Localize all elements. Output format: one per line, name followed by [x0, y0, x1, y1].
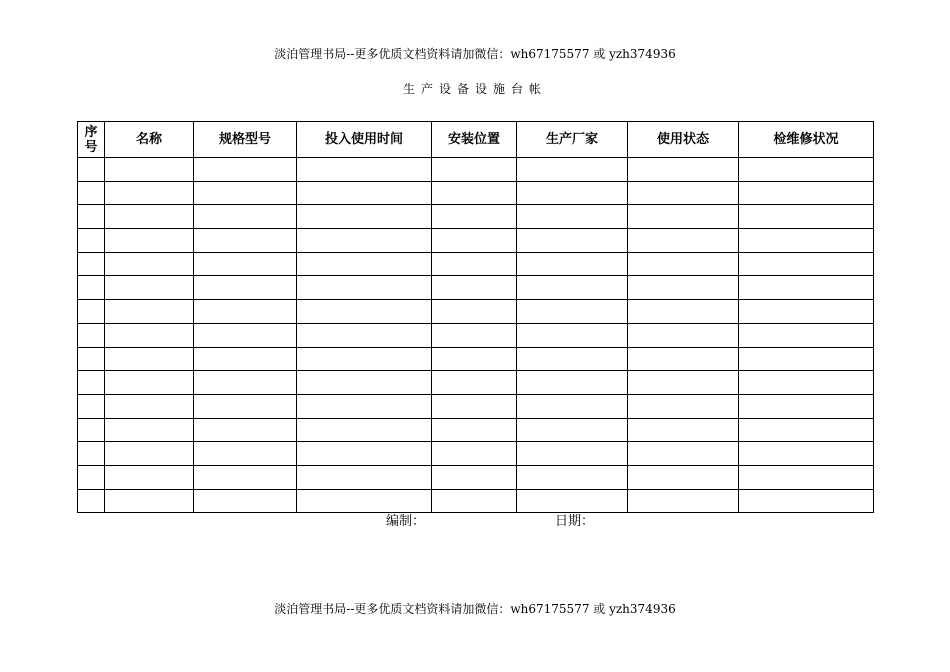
column-header-manufacturer: 生产厂家	[517, 122, 628, 158]
table-cell[interactable]	[628, 158, 739, 182]
table-cell[interactable]	[739, 442, 874, 466]
table-cell[interactable]	[517, 347, 628, 371]
table-cell[interactable]	[78, 418, 105, 442]
document-title: 生产设备设施台帐	[402, 82, 547, 96]
table-cell[interactable]	[297, 489, 432, 513]
table-cell[interactable]	[297, 181, 432, 205]
table-cell[interactable]	[78, 300, 105, 324]
table-cell[interactable]	[105, 394, 194, 418]
column-header-maintenance: 检维修状况	[739, 122, 874, 158]
table-cell[interactable]	[105, 229, 194, 253]
table-cell[interactable]	[517, 418, 628, 442]
table-cell[interactable]	[628, 252, 739, 276]
table-cell[interactable]	[517, 181, 628, 205]
table-cell[interactable]	[739, 347, 874, 371]
column-header-status: 使用状态	[628, 122, 739, 158]
table-cell[interactable]	[432, 205, 517, 229]
table-cell[interactable]	[432, 371, 517, 395]
table-cell[interactable]	[432, 465, 517, 489]
table-cell[interactable]	[628, 205, 739, 229]
table-cell[interactable]	[78, 181, 105, 205]
table-cell[interactable]	[194, 347, 297, 371]
table-cell[interactable]	[105, 418, 194, 442]
table-cell[interactable]	[105, 347, 194, 371]
table-row	[78, 276, 874, 300]
column-header-commission-date: 投入使用时间	[297, 122, 432, 158]
table-cell[interactable]	[78, 205, 105, 229]
compiler-label: 编制：	[386, 514, 426, 529]
table-cell[interactable]	[739, 252, 874, 276]
table-cell[interactable]	[78, 347, 105, 371]
table-cell[interactable]	[628, 418, 739, 442]
table-cell[interactable]	[194, 229, 297, 253]
table-cell[interactable]	[432, 276, 517, 300]
table-cell[interactable]	[78, 323, 105, 347]
equipment-ledger-table	[77, 121, 874, 513]
table-cell[interactable]	[297, 394, 432, 418]
table-cell[interactable]	[194, 323, 297, 347]
table-cell[interactable]	[739, 465, 874, 489]
table-cell[interactable]	[297, 371, 432, 395]
table-cell[interactable]	[628, 442, 739, 466]
table-row	[78, 252, 874, 276]
table-cell[interactable]	[628, 347, 739, 371]
table-cell[interactable]	[517, 394, 628, 418]
table-row	[78, 181, 874, 205]
table-cell[interactable]	[194, 300, 297, 324]
table-cell[interactable]	[78, 489, 105, 513]
table-cell[interactable]	[297, 158, 432, 182]
table-cell[interactable]	[194, 276, 297, 300]
table-cell[interactable]	[628, 229, 739, 253]
table-cell[interactable]	[517, 442, 628, 466]
table-row	[78, 394, 874, 418]
table-cell[interactable]	[105, 252, 194, 276]
table-cell[interactable]	[194, 181, 297, 205]
table-row	[78, 442, 874, 466]
table-row	[78, 418, 874, 442]
table-cell[interactable]	[628, 465, 739, 489]
table-cell[interactable]	[739, 489, 874, 513]
header-note: 淡泊管理书局--更多优质文档资料请加微信：wh67175577 或 yzh374936	[274, 47, 676, 61]
table-row	[78, 371, 874, 395]
table-cell[interactable]	[517, 252, 628, 276]
table-cell[interactable]	[517, 489, 628, 513]
table-cell[interactable]	[297, 323, 432, 347]
table-cell[interactable]	[739, 181, 874, 205]
table-cell[interactable]	[78, 276, 105, 300]
table-cell[interactable]	[628, 276, 739, 300]
table-cell[interactable]	[78, 252, 105, 276]
table-cell[interactable]	[628, 300, 739, 324]
table-cell[interactable]	[432, 418, 517, 442]
table-row	[78, 489, 874, 513]
table-cell[interactable]	[78, 158, 105, 182]
table-cell[interactable]	[628, 181, 739, 205]
table-cell[interactable]	[78, 442, 105, 466]
table-cell[interactable]	[105, 300, 194, 324]
table-cell[interactable]	[739, 205, 874, 229]
table-cell[interactable]	[517, 465, 628, 489]
table-cell[interactable]	[194, 489, 297, 513]
table-cell[interactable]	[739, 300, 874, 324]
table-cell[interactable]	[432, 158, 517, 182]
table-cell[interactable]	[194, 394, 297, 418]
table-cell[interactable]	[105, 442, 194, 466]
table-body	[78, 158, 874, 513]
table-cell[interactable]	[432, 300, 517, 324]
table-cell[interactable]	[78, 371, 105, 395]
column-header-seq	[78, 122, 105, 158]
table-cell[interactable]	[517, 158, 628, 182]
table-cell[interactable]	[194, 465, 297, 489]
table-row	[78, 158, 874, 182]
table-cell[interactable]	[517, 300, 628, 324]
table-row	[78, 229, 874, 253]
table-cell[interactable]	[105, 158, 194, 182]
table-cell[interactable]	[432, 347, 517, 371]
table-cell[interactable]	[517, 276, 628, 300]
table-cell[interactable]	[297, 252, 432, 276]
table-cell[interactable]	[297, 300, 432, 324]
table-cell[interactable]	[105, 323, 194, 347]
table-cell[interactable]	[432, 489, 517, 513]
table-cell[interactable]	[517, 371, 628, 395]
table-cell[interactable]	[194, 418, 297, 442]
table-cell[interactable]	[105, 371, 194, 395]
table-cell[interactable]	[432, 181, 517, 205]
table-cell[interactable]	[78, 394, 105, 418]
table-cell[interactable]	[628, 371, 739, 395]
table-cell[interactable]	[739, 371, 874, 395]
table-header-row	[78, 122, 874, 158]
table-cell[interactable]	[739, 229, 874, 253]
table-cell[interactable]	[432, 442, 517, 466]
table-cell[interactable]	[739, 323, 874, 347]
table-cell[interactable]	[78, 229, 105, 253]
table-cell[interactable]	[432, 229, 517, 253]
table-cell[interactable]	[517, 205, 628, 229]
column-header-name: 名称	[105, 122, 194, 158]
seq-header-line: 序	[84, 124, 98, 140]
table-cell[interactable]	[194, 252, 297, 276]
table-cell[interactable]	[78, 465, 105, 489]
table-cell[interactable]	[297, 229, 432, 253]
table-cell[interactable]	[297, 442, 432, 466]
table-cell[interactable]	[194, 205, 297, 229]
table-cell[interactable]	[432, 394, 517, 418]
table-row	[78, 300, 874, 324]
table-cell[interactable]	[432, 252, 517, 276]
table-cell[interactable]	[105, 205, 194, 229]
table-cell[interactable]	[194, 442, 297, 466]
table-cell[interactable]	[628, 323, 739, 347]
table-cell[interactable]	[297, 465, 432, 489]
seq-header-line: 号	[84, 139, 98, 155]
table-cell[interactable]	[739, 418, 874, 442]
table-cell[interactable]	[517, 229, 628, 253]
table-cell[interactable]	[739, 276, 874, 300]
footer-note: 淡泊管理书局--更多优质文档资料请加微信：wh67175577 或 yzh374936	[274, 602, 676, 616]
table-row	[78, 347, 874, 371]
table-cell[interactable]	[628, 394, 739, 418]
table-cell[interactable]	[297, 205, 432, 229]
column-header-model: 规格型号	[194, 122, 297, 158]
table-cell[interactable]	[105, 181, 194, 205]
table-cell[interactable]	[105, 465, 194, 489]
date-label: 日期：	[555, 514, 595, 529]
table-cell[interactable]	[297, 276, 432, 300]
table-cell[interactable]	[739, 394, 874, 418]
table-cell[interactable]	[432, 323, 517, 347]
table-cell[interactable]	[739, 158, 874, 182]
table-cell[interactable]	[517, 323, 628, 347]
column-header-location: 安装位置	[432, 122, 517, 158]
table-cell[interactable]	[105, 276, 194, 300]
table-cell[interactable]	[194, 371, 297, 395]
table-row	[78, 465, 874, 489]
table-cell[interactable]	[297, 418, 432, 442]
table-cell[interactable]	[105, 489, 194, 513]
table-cell[interactable]	[628, 489, 739, 513]
table-cell[interactable]	[297, 347, 432, 371]
table-row	[78, 323, 874, 347]
table-row	[78, 205, 874, 229]
table-cell[interactable]	[194, 158, 297, 182]
